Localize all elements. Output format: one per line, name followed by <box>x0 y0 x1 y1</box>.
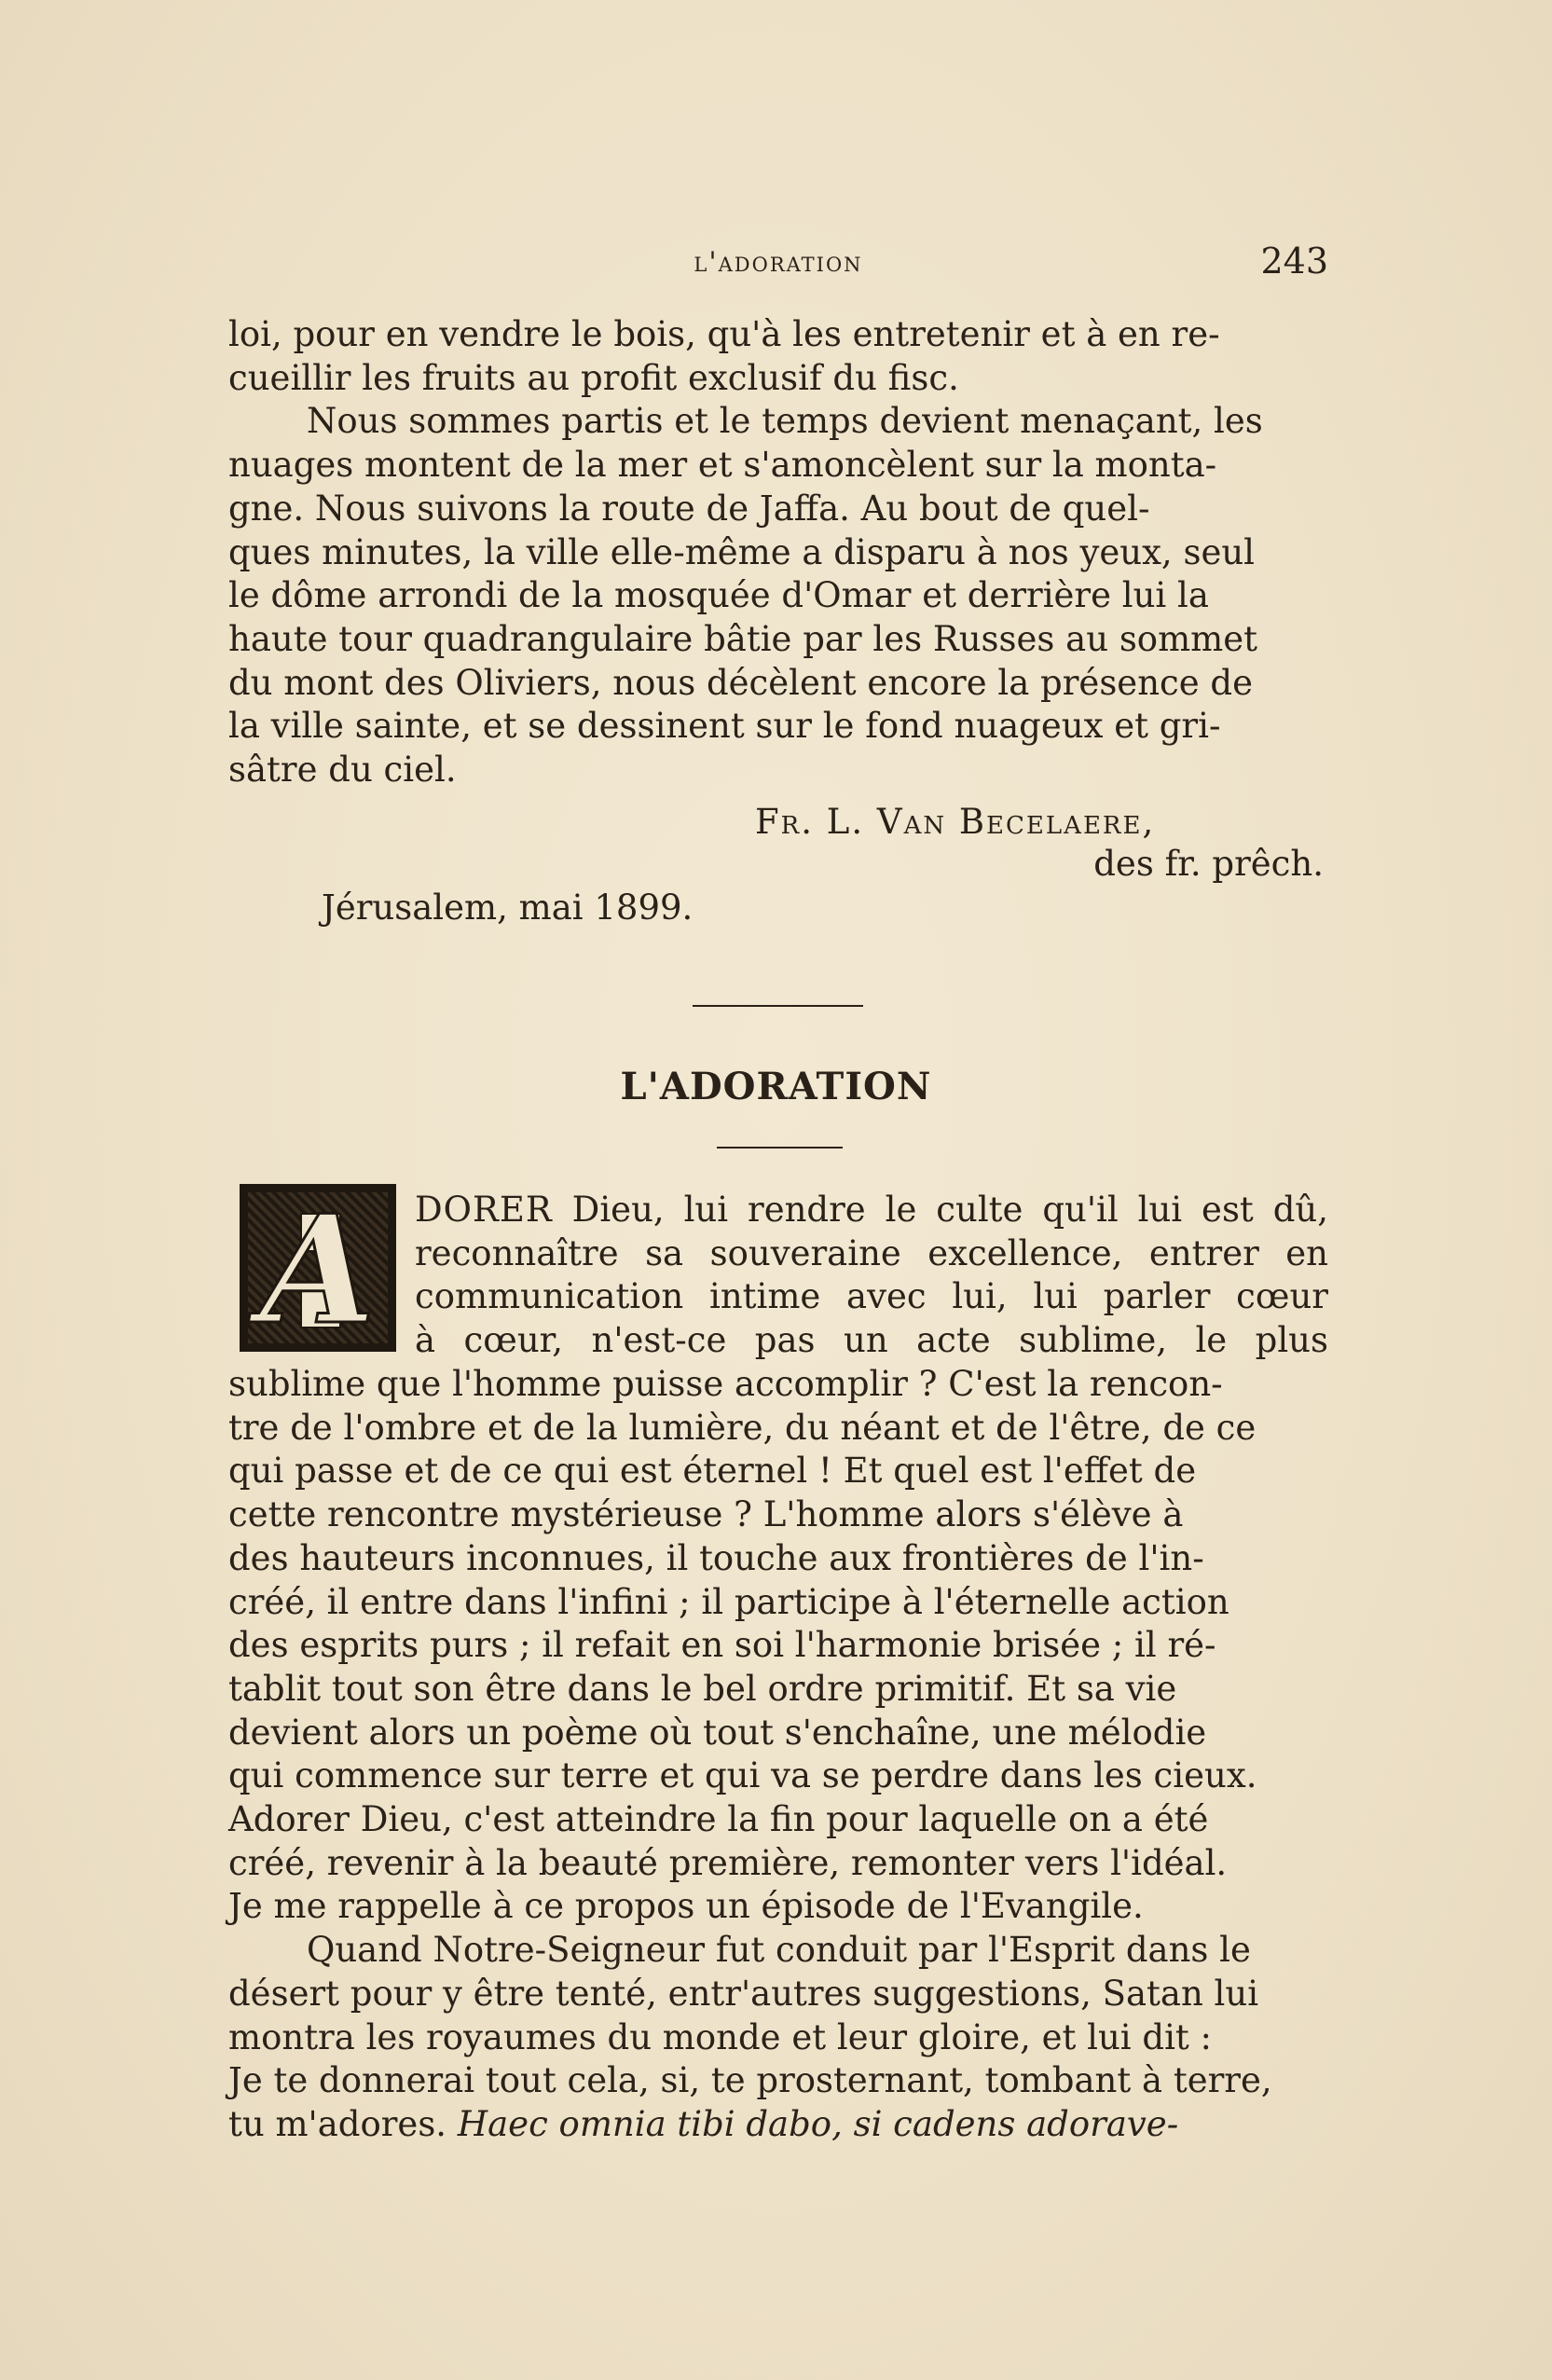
text-line: sâtre du ciel. <box>228 750 457 791</box>
text-line: Adorer Dieu, c'est atteindre la fin pour laquelle on a été <box>228 1799 1209 1840</box>
text-line-rest: Dieu, lui rendre le culte qu'il lui est dû, <box>571 1190 1329 1230</box>
text-line <box>228 2103 1328 2147</box>
text-line: le dôme arrondi de la mosquée d'Omar et derrière lui la <box>228 575 1209 616</box>
text-line: qui passe et de ce qui est éternel ! Et quel est l'effet de <box>228 1451 1197 1492</box>
text-line: communication intime avec lui, lui parler cœur <box>415 1276 1328 1317</box>
ornamental-dropcap <box>240 1182 396 1357</box>
text-line: du mont des Oliviers, nous décèlent encore la présence de <box>228 662 1253 703</box>
text-line: sublime que l'homme puisse accomplir ? C'est la rencon- <box>228 1364 1223 1404</box>
text-line <box>415 1189 1328 1232</box>
text-line: reconnaître sa souveraine excellence, entrer en <box>415 1232 1328 1273</box>
running-header <box>228 241 1328 287</box>
text-line: Nous sommes partis et le temps devient menaçant, les <box>307 401 1263 442</box>
text-line: des esprits purs ; il refait en soi l'harmonie brisée ; il ré- <box>228 1625 1216 1666</box>
signature-order: des fr. prêch. <box>1093 844 1324 884</box>
text-line: créé, revenir à la beauté première, remonter vers l'idéal. <box>228 1842 1228 1883</box>
running-title: l'adoration <box>694 246 863 279</box>
text-line: Je te donnerai tout cela, si, te prosternant, tombant à terre, <box>228 2060 1272 2101</box>
lead-first-word: DORER <box>415 1190 553 1230</box>
text-line: haute tour quadrangulaire bâtie par les Russes au sommet <box>228 618 1258 659</box>
text-line: tablit tout son être dans le bel ordre primitif. Et sa vie <box>228 1668 1177 1709</box>
article-title: L'ADORATION <box>620 1065 932 1108</box>
text-line: loi, pour en vendre le bois, qu'à les entretenir et à en re- <box>228 314 1220 354</box>
text-line: montra les royaumes du monde et leur gloire, et lui dit : <box>228 2016 1213 2057</box>
text-roman: tu m'adores. <box>228 2103 458 2144</box>
text-line: qui commence sur terre et qui va se perdre dans les cieux. <box>228 1755 1257 1796</box>
text-line: tre de l'ombre et de la lumière, du néant et de l'être, de ce <box>228 1407 1257 1448</box>
text-line: ques minutes, la ville elle-même a disparu à nos yeux, seul <box>228 531 1256 572</box>
text-line: gne. Nous suivons la route de Jaffa. Au bout de quel- <box>228 488 1150 529</box>
text-line: nuages montent de la mer et s'amoncèlent sur la monta- <box>228 445 1217 486</box>
text-line: devient alors un poème où tout s'enchaîne, une mélodie <box>228 1712 1207 1753</box>
latin-quote: Haec omnia tibi dabo, si cadens adorave- <box>457 2103 1179 2144</box>
text-line: la ville sainte, et se dessinent sur le fond nuageux et gri- <box>228 706 1221 747</box>
page-number: 243 <box>1260 241 1328 282</box>
text-line: Je me rappelle à ce propos un épisode de l'Evangile. <box>228 1886 1144 1927</box>
signature-name: Fr. L. Van Becelaere, <box>755 802 1156 842</box>
text-line: cette rencontre mystérieuse ? L'homme alors s'élève à <box>228 1494 1184 1535</box>
section-divider <box>693 1005 863 1007</box>
article-lead-text <box>415 1189 1328 1363</box>
text-line: désert pour y être tenté, entr'autres suggestions, Satan lui <box>228 1973 1259 2014</box>
text-line: cueillir les fruits au profit exclusif du fisc. <box>228 357 959 398</box>
text-line: Quand Notre-Seigneur fut conduit par l'Esprit dans le <box>307 1930 1251 1971</box>
text-line: à cœur, n'est-ce pas un acte sublime, le plus <box>415 1320 1328 1361</box>
title-rule <box>717 1147 843 1149</box>
previous-article-text <box>228 313 1328 792</box>
dateline: Jérusalem, mai 1899. <box>322 887 694 928</box>
dropcap-letter: A <box>259 1182 377 1357</box>
text-line: des hauteurs inconnues, il touche aux frontières de l'in- <box>228 1537 1204 1578</box>
article-body-text <box>228 1363 1328 2147</box>
text-line: créé, il entre dans l'infini ; il participe à l'éternelle action <box>228 1581 1229 1622</box>
